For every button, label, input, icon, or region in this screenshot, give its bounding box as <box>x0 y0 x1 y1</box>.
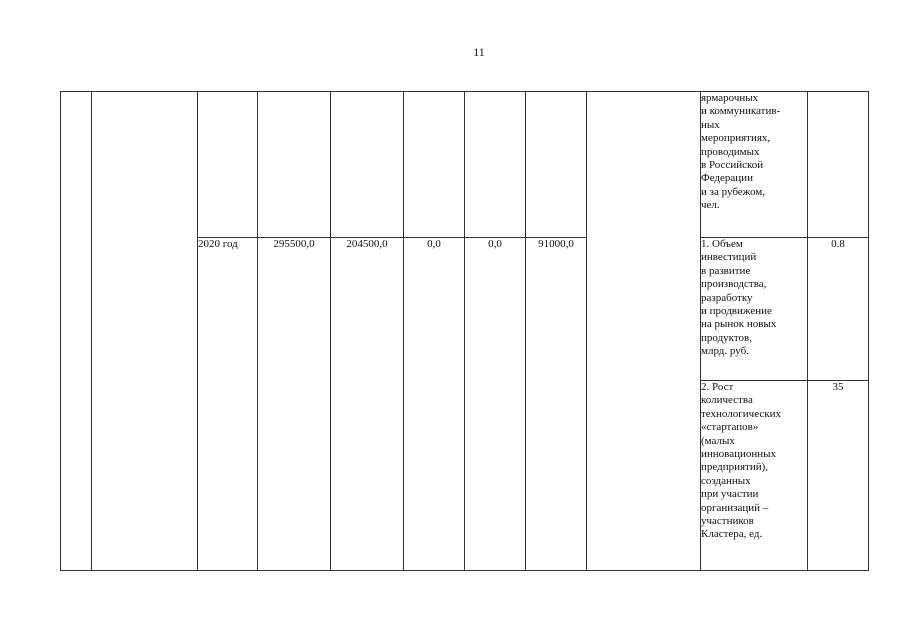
indicator-line: и коммуникатив- <box>701 105 781 118</box>
indicator-intro-value <box>808 92 869 238</box>
cell-total: 295500,0 <box>258 238 331 571</box>
cell-col2: 204500,0 <box>331 238 404 571</box>
indicator-line: ярмарочных <box>701 92 759 104</box>
indicator-line: (малых <box>701 434 735 447</box>
indicator-line: «стартапов» <box>701 421 759 434</box>
indicator-line: технологических <box>701 407 781 420</box>
cell-total-empty <box>258 92 331 238</box>
program-table <box>60 91 869 571</box>
indicator-line: продуктов, <box>701 331 752 344</box>
cell-col5: 91000,0 <box>526 238 587 571</box>
indicator-line: организаций – <box>701 501 769 514</box>
indicator-line: Кластера, ед. <box>701 528 763 541</box>
cell-col3-empty <box>404 92 465 238</box>
indicator-line: предприятий), <box>701 461 769 474</box>
cell-executor-empty <box>587 92 701 571</box>
indicator-2-value: 35 <box>808 381 869 571</box>
cell-year: 2020 год <box>198 238 258 571</box>
indicator-line: млрд. руб. <box>701 345 749 358</box>
indicator-line: и продвижение <box>701 305 772 318</box>
indicator-1-cell <box>701 238 808 381</box>
indicator-line: инвестиций <box>701 251 757 264</box>
indicator-line: при участии <box>701 488 759 501</box>
cell-number-empty <box>61 92 92 571</box>
indicator-line: мероприятиях, <box>701 132 771 145</box>
indicator-line: и за рубежом, <box>701 185 765 198</box>
indicator-line: в Российской <box>701 159 764 172</box>
cell-col4: 0,0 <box>465 238 526 571</box>
indicator-line: 2. Рост <box>701 381 734 393</box>
indicator-line: в развитие <box>701 264 751 277</box>
cell-col5-empty <box>526 92 587 238</box>
cell-col3: 0,0 <box>404 238 465 571</box>
indicator-line: проводимых <box>701 145 760 158</box>
indicator-line: 1. Объем <box>701 238 743 250</box>
indicator-line: разработку <box>701 291 753 304</box>
cell-col2-empty <box>331 92 404 238</box>
indicator-2-cell <box>701 381 808 571</box>
indicator-line: Федерации <box>701 172 753 185</box>
indicator-line: созданных <box>701 474 751 487</box>
indicator-intro-cell <box>701 92 808 238</box>
indicator-line: ных <box>701 118 720 131</box>
indicator-1-value: 0.8 <box>808 238 869 381</box>
indicator-line: количества <box>701 394 753 407</box>
indicator-line: на рынок новых <box>701 318 777 331</box>
table-row-intro <box>61 92 869 238</box>
indicator-line: чел. <box>701 199 720 212</box>
indicator-line: участников <box>701 515 754 528</box>
indicator-line: производства, <box>701 278 767 291</box>
cell-year-empty <box>198 92 258 238</box>
cell-measure-empty <box>92 92 198 571</box>
indicator-line: инновационных <box>701 448 777 461</box>
page-number: 11 <box>473 45 485 59</box>
cell-col4-empty <box>465 92 526 238</box>
